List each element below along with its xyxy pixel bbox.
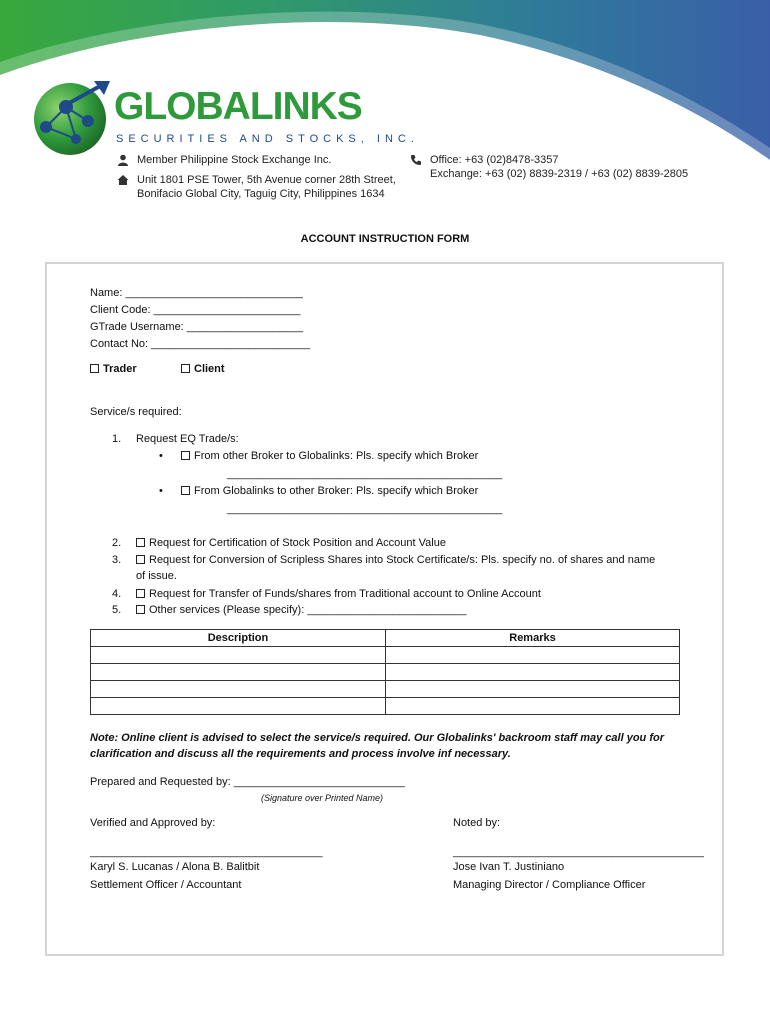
- note-line-2: clarification and discuss all the requirements and process involve inf necessary.: [90, 748, 511, 760]
- conversion-checkbox[interactable]: [136, 555, 145, 564]
- bullet-dot: •: [159, 485, 163, 497]
- other-services-option[interactable]: [136, 603, 466, 618]
- table-row: [91, 664, 680, 681]
- description-header: Description: [91, 630, 386, 647]
- transfer-out-label: From Globalinks to other Broker: Pls. specify which Broker: [194, 485, 479, 497]
- gtrade-username-field[interactable]: GTrade Username: ___________________: [90, 321, 304, 333]
- signature-caption: (Signature over Printed Name): [261, 793, 384, 803]
- description-cell[interactable]: [91, 698, 386, 715]
- remarks-cell[interactable]: [386, 698, 680, 715]
- table-header-row: [91, 630, 680, 647]
- certification-label: Request for Certification of Stock Position and Account Value: [149, 537, 446, 549]
- verified-titles: Settlement Officer / Accountant: [90, 879, 242, 891]
- item-5-number: 5.: [112, 604, 122, 616]
- transfer-in-broker-field[interactable]: _____________________________________________: [227, 468, 503, 480]
- table-row: [91, 681, 680, 698]
- transfer-funds-checkbox[interactable]: [136, 589, 145, 598]
- brand-name: GLOBALINKS: [114, 85, 362, 128]
- remarks-header: Remarks: [386, 630, 680, 647]
- conversion-label-continued: of issue.: [136, 570, 177, 582]
- phone-icon: [410, 154, 422, 166]
- table-row: [91, 698, 680, 715]
- form-title: ACCOUNT INSTRUCTION FORM: [300, 233, 470, 245]
- remarks-cell[interactable]: [386, 681, 680, 698]
- item-1-number: 1.: [112, 433, 122, 445]
- remarks-cell[interactable]: [386, 647, 680, 664]
- exchange-phone: Exchange: +63 (02) 8839-2319 / +63 (02) 8839-2805: [430, 168, 689, 180]
- item-4-number: 4.: [112, 588, 122, 600]
- home-icon: [117, 174, 129, 186]
- remarks-cell[interactable]: [386, 664, 680, 681]
- company-logo: [32, 77, 419, 157]
- address-line-1: Unit 1801 PSE Tower, 5th Avenue corner 28th Street,: [137, 174, 396, 186]
- certification-checkbox[interactable]: [136, 538, 145, 547]
- verified-signature-line[interactable]: ______________________________________: [90, 846, 323, 858]
- transfer-out-broker-field[interactable]: _____________________________________________: [227, 503, 503, 515]
- note-line-1: Note: Online client is advised to select the service/s required. Our Globalinks' backroom staff may call you for: [90, 732, 664, 744]
- other-services-checkbox[interactable]: [136, 605, 145, 614]
- certification-option[interactable]: [136, 536, 446, 551]
- client-checkbox[interactable]: [181, 364, 190, 373]
- transfer-in-checkbox[interactable]: [181, 451, 190, 460]
- item-3-number: 3.: [112, 554, 122, 566]
- other-services-label: Other services (Please specify): __________________________: [149, 604, 467, 616]
- transfer-in-label: From other Broker to Globalinks: Pls. specify which Broker: [194, 450, 479, 462]
- trader-option[interactable]: [90, 362, 137, 377]
- transfer-out-checkbox[interactable]: [181, 486, 190, 495]
- trader-label: Trader: [103, 363, 137, 375]
- client-label: Client: [194, 363, 225, 375]
- office-phone: Office: +63 (02)8478-3357: [430, 154, 559, 166]
- transfer-funds-option[interactable]: [136, 587, 541, 602]
- transfer-funds-label: Request for Transfer of Funds/shares from Traditional account to Online Account: [149, 588, 541, 600]
- conversion-label: Request for Conversion of Scripless Shares into Stock Certificate/s: Pls. specify no. of shares and name: [149, 554, 656, 566]
- brand-subtitle: SECURITIES AND STOCKS, INC.: [116, 133, 419, 145]
- verified-label: Verified and Approved by:: [90, 817, 216, 829]
- noted-label: Noted by:: [453, 817, 501, 829]
- description-cell[interactable]: [91, 664, 386, 681]
- item-1-label: Request EQ Trade/s:: [136, 433, 239, 445]
- services-table: [90, 629, 680, 715]
- client-option[interactable]: [181, 362, 225, 377]
- services-label: Service/s required:: [90, 406, 182, 418]
- noted-name: Jose Ivan T. Justiniano: [453, 861, 565, 873]
- globe-icon: [32, 77, 116, 157]
- name-field[interactable]: Name: _____________________________: [90, 287, 303, 299]
- table-row: [91, 647, 680, 664]
- item-2-number: 2.: [112, 537, 122, 549]
- member-line: Member Philippine Stock Exchange Inc.: [137, 154, 332, 166]
- conversion-option[interactable]: [136, 553, 655, 568]
- trader-checkbox[interactable]: [90, 364, 99, 373]
- noted-signature-line[interactable]: _________________________________________: [453, 846, 704, 858]
- noted-title: Managing Director / Compliance Officer: [453, 879, 646, 891]
- prepared-by-field[interactable]: Prepared and Requested by: ____________________________: [90, 776, 406, 788]
- description-cell[interactable]: [91, 647, 386, 664]
- verified-names: Karyl S. Lucanas / Alona B. Balitbit: [90, 861, 260, 873]
- transfer-in-option[interactable]: [181, 449, 478, 464]
- client-code-field[interactable]: Client Code: ________________________: [90, 304, 301, 316]
- person-icon: [117, 154, 129, 166]
- contact-no-field[interactable]: Contact No: __________________________: [90, 338, 311, 350]
- address-line-2: Bonifacio Global City, Taguig City, Philippines 1634: [137, 188, 385, 200]
- transfer-out-option[interactable]: [181, 484, 478, 499]
- description-cell[interactable]: [91, 681, 386, 698]
- bullet-dot: •: [159, 450, 163, 462]
